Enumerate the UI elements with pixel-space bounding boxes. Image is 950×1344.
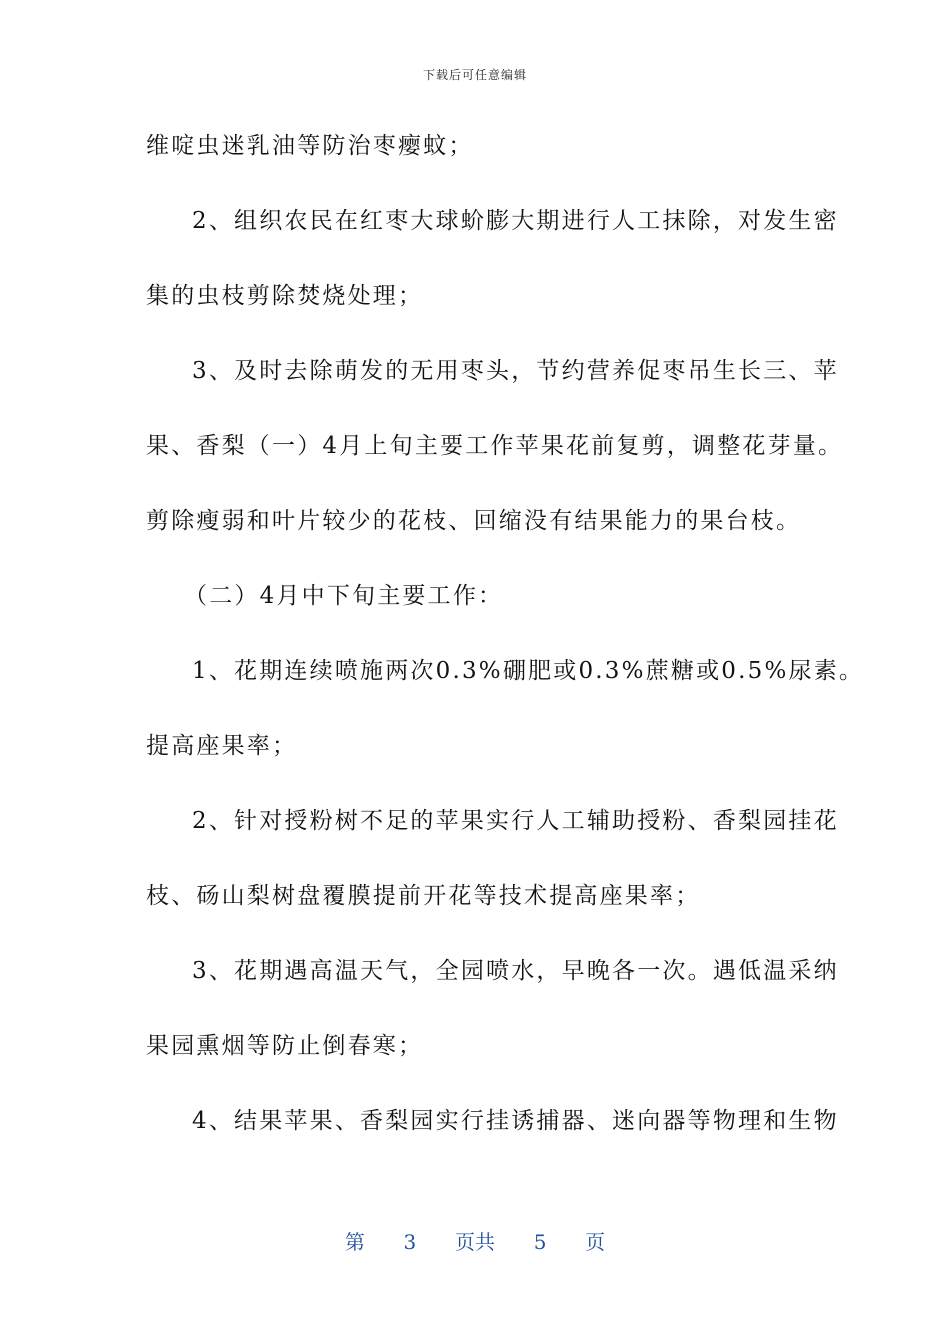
text-line: 1、花期连续喷施两次0.3%硼肥或0.3%蔗糖或0.5%尿素。	[192, 658, 865, 684]
page-suffix: 页	[585, 1230, 606, 1254]
page-prefix: 第	[344, 1230, 365, 1254]
text-line: 3、及时去除萌发的无用枣头，节约营养促枣吊生长三、苹	[192, 358, 839, 384]
text-line: 果、香梨（一）4月上旬主要工作苹果花前复剪，调整花芽量。	[146, 433, 844, 459]
text-line: 2、针对授粉树不足的苹果实行人工辅助授粉、香梨园挂花	[192, 808, 839, 834]
text-line: 2、组织农民在红枣大球蚧膨大期进行人工抹除，对发生密	[192, 208, 839, 234]
text-line: 果园熏烟等防止倒春寒；	[146, 1033, 424, 1059]
text-line: 3、花期遇高温天气，全园喷水，早晚各一次。遇低温采纳	[192, 958, 839, 984]
text-line: 集的虫枝剪除焚烧处理；	[146, 283, 424, 309]
text-line: （二）4月中下旬主要工作：	[184, 583, 504, 609]
page-footer	[0, 1226, 950, 1255]
page-middle-text: 页共	[455, 1230, 495, 1254]
current-page-number: 3	[403, 1230, 417, 1254]
text-line: 维啶虫迷乳油等防治枣瘿蚊；	[146, 133, 474, 159]
download-note: 下载后可任意编辑	[422, 68, 527, 82]
text-line: 4、结果苹果、香梨园实行挂诱捕器、迷向器等物理和生物	[192, 1108, 839, 1134]
text-line: 枝、砀山梨树盘覆膜提前开花等技术提高座果率；	[146, 883, 701, 909]
document-body	[146, 128, 865, 1178]
total-pages-number: 5	[533, 1230, 547, 1254]
text-line: 剪除瘦弱和叶片较少的花枝、回缩没有结果能力的果台枝。	[146, 508, 802, 534]
text-line: 提高座果率；	[146, 733, 298, 759]
